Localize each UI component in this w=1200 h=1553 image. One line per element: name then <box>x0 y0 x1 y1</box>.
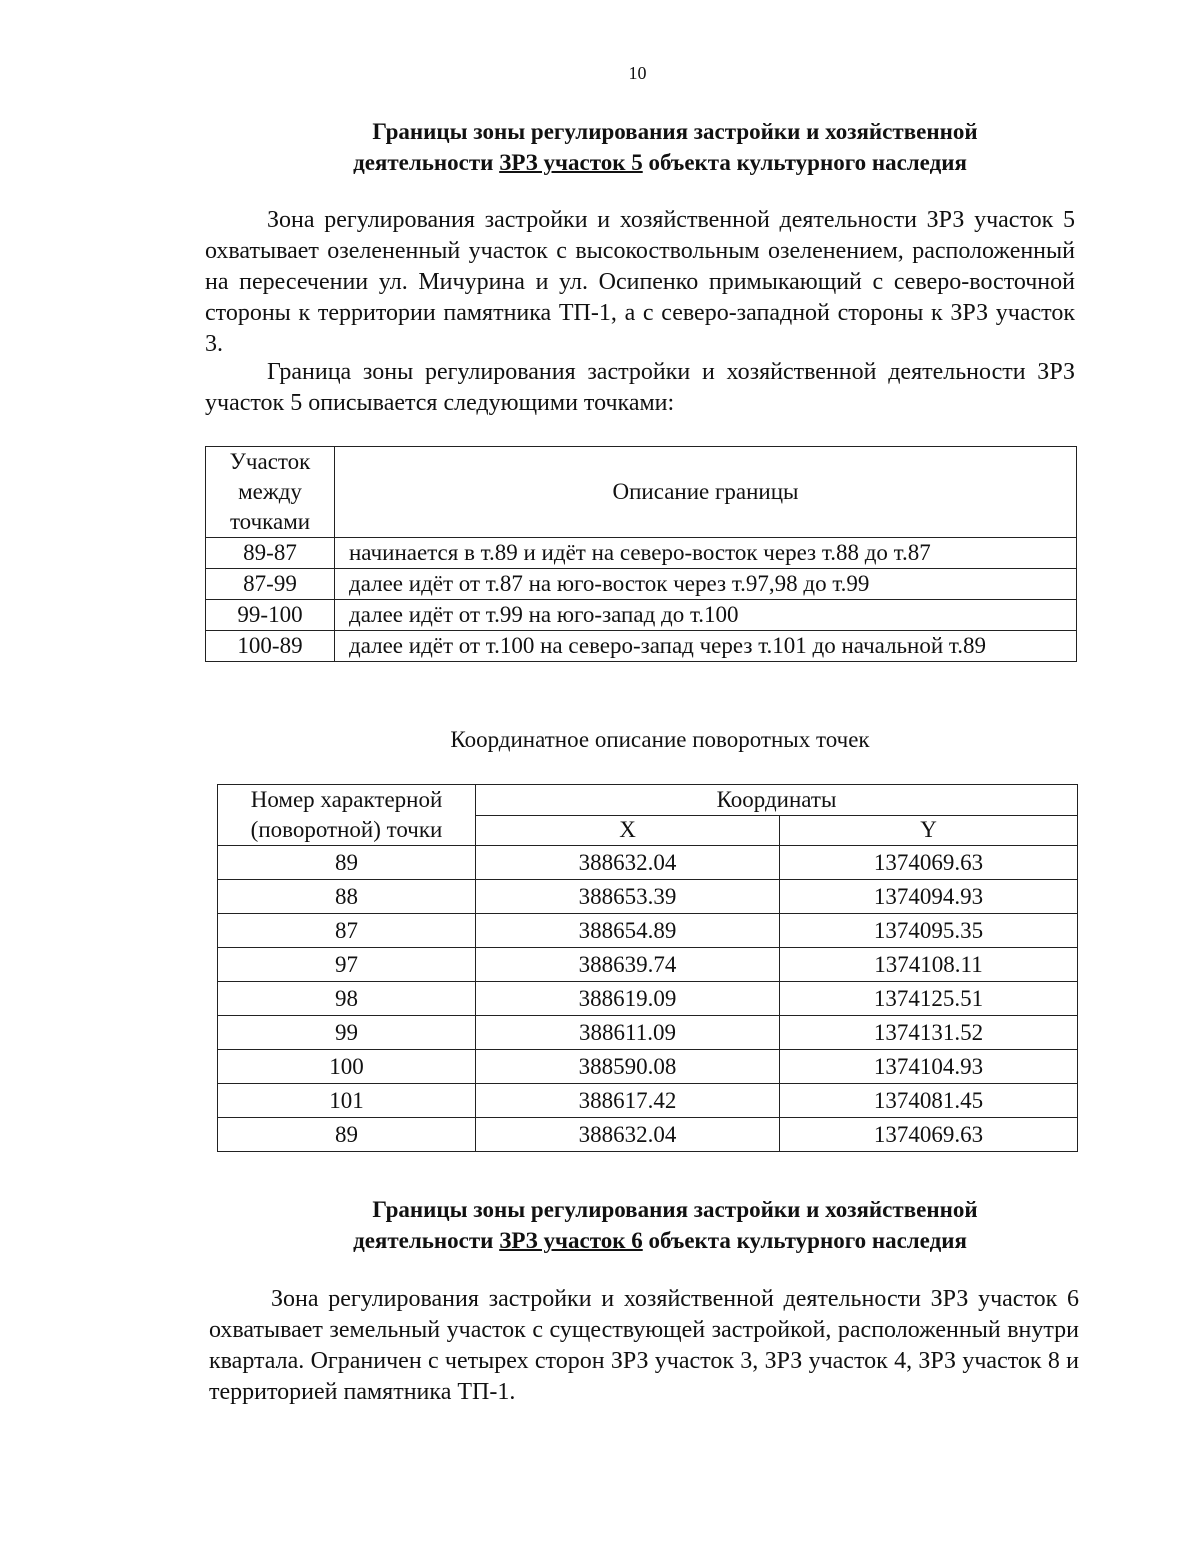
section-6-paragraph-1: Зона регулирования застройки и хозяйственной деятельности ЗРЗ участок 6 охватывает земельный участок с существующей застройкой, расположенный внутри квартала. Ограничен с четырех сторон ЗРЗ участок 3, ЗРЗ участок 4, ЗРЗ участок 8 и территорией памятника ТП-1. <box>209 1286 1079 1405</box>
header-segment: Участок между точками <box>206 447 335 538</box>
description-cell: далее идёт от т.99 на юго-запад до т.100 <box>335 600 1077 631</box>
point-cell: 101 <box>218 1084 476 1118</box>
segment-cell: 100-89 <box>206 631 335 662</box>
point-cell: 99 <box>218 1016 476 1050</box>
x-cell: 388632.04 <box>476 846 780 880</box>
y-cell: 1374069.63 <box>780 846 1078 880</box>
section-5-title <box>200 116 1150 178</box>
section-5-title-line1: Границы зоны регулирования застройки и хозяйственной <box>372 119 978 144</box>
x-cell: 388617.42 <box>476 1084 780 1118</box>
point-cell: 87 <box>218 914 476 948</box>
table-row <box>218 914 1078 948</box>
segment-cell: 99-100 <box>206 600 335 631</box>
y-cell: 1374131.52 <box>780 1016 1078 1050</box>
x-cell: 388619.09 <box>476 982 780 1016</box>
coordinates-table-header <box>218 785 1078 816</box>
x-cell: 388654.89 <box>476 914 780 948</box>
y-cell: 1374095.35 <box>780 914 1078 948</box>
y-cell: 1374108.11 <box>780 948 1078 982</box>
y-cell: 1374069.63 <box>780 1118 1078 1152</box>
section-6-title <box>200 1194 1150 1256</box>
description-cell: начинается в т.89 и идёт на северо-восток через т.88 до т.87 <box>335 538 1077 569</box>
coordinates-caption: Координатное описание поворотных точек <box>450 727 870 752</box>
table-row <box>218 1050 1078 1084</box>
header-x: X <box>476 815 780 846</box>
y-cell: 1374094.93 <box>780 880 1078 914</box>
table-row <box>218 880 1078 914</box>
y-cell: 1374125.51 <box>780 982 1078 1016</box>
point-cell: 98 <box>218 982 476 1016</box>
section-5-paragraph-2: Граница зоны регулирования застройки и хозяйственной деятельности ЗРЗ участок 5 описывается следующими точками: <box>205 359 1075 416</box>
table-row <box>206 600 1077 631</box>
table-row <box>218 1016 1078 1050</box>
header-point: Номер характерной (поворотной) точки <box>218 785 476 846</box>
point-cell: 89 <box>218 846 476 880</box>
boundary-table-header <box>206 447 1077 538</box>
x-cell: 388590.08 <box>476 1050 780 1084</box>
point-cell: 97 <box>218 948 476 982</box>
table-row <box>206 569 1077 600</box>
coordinates-table <box>217 784 1078 1152</box>
section-6-title-line2: деятельности ЗРЗ участок 6 объекта культурного наследия <box>353 1228 967 1253</box>
table-row <box>206 538 1077 569</box>
page-number: 10 <box>628 63 647 83</box>
table-row <box>218 846 1078 880</box>
segment-cell: 87-99 <box>206 569 335 600</box>
description-cell: далее идёт от т.87 на юго-восток через т.97,98 до т.99 <box>335 569 1077 600</box>
segment-cell: 89-87 <box>206 538 335 569</box>
x-cell: 388632.04 <box>476 1118 780 1152</box>
table-row <box>206 631 1077 662</box>
header-description: Описание границы <box>335 447 1077 538</box>
table-row <box>218 1118 1078 1152</box>
x-cell: 388639.74 <box>476 948 780 982</box>
section-6-title-line1: Границы зоны регулирования застройки и хозяйственной <box>372 1197 978 1222</box>
section-6-zone-name: ЗРЗ участок 6 <box>499 1228 643 1253</box>
section-5-title-line2: деятельности ЗРЗ участок 5 объекта культурного наследия <box>353 150 967 175</box>
x-cell: 388653.39 <box>476 880 780 914</box>
section-5-paragraph-1: Зона регулирования застройки и хозяйственной деятельности ЗРЗ участок 5 охватывает озелененный участок с высокоствольным озеленением, расположенный на пересечении ул. Мичурина и ул. Осипенко примыкающий с северо-восточной стороны к территории памятника ТП-1, а с северо-западной стороны к ЗРЗ участок 3. <box>205 207 1075 357</box>
x-cell: 388611.09 <box>476 1016 780 1050</box>
point-cell: 100 <box>218 1050 476 1084</box>
point-cell: 88 <box>218 880 476 914</box>
point-cell: 89 <box>218 1118 476 1152</box>
section-5-zone-name: ЗРЗ участок 5 <box>499 150 643 175</box>
header-y: Y <box>780 815 1078 846</box>
description-cell: далее идёт от т.100 на северо-запад через т.101 до начальной т.89 <box>335 631 1077 662</box>
y-cell: 1374081.45 <box>780 1084 1078 1118</box>
table-row <box>218 948 1078 982</box>
y-cell: 1374104.93 <box>780 1050 1078 1084</box>
header-coordinates: Координаты <box>476 785 1078 816</box>
table-row <box>218 1084 1078 1118</box>
boundary-table <box>205 446 1077 662</box>
table-row <box>218 982 1078 1016</box>
